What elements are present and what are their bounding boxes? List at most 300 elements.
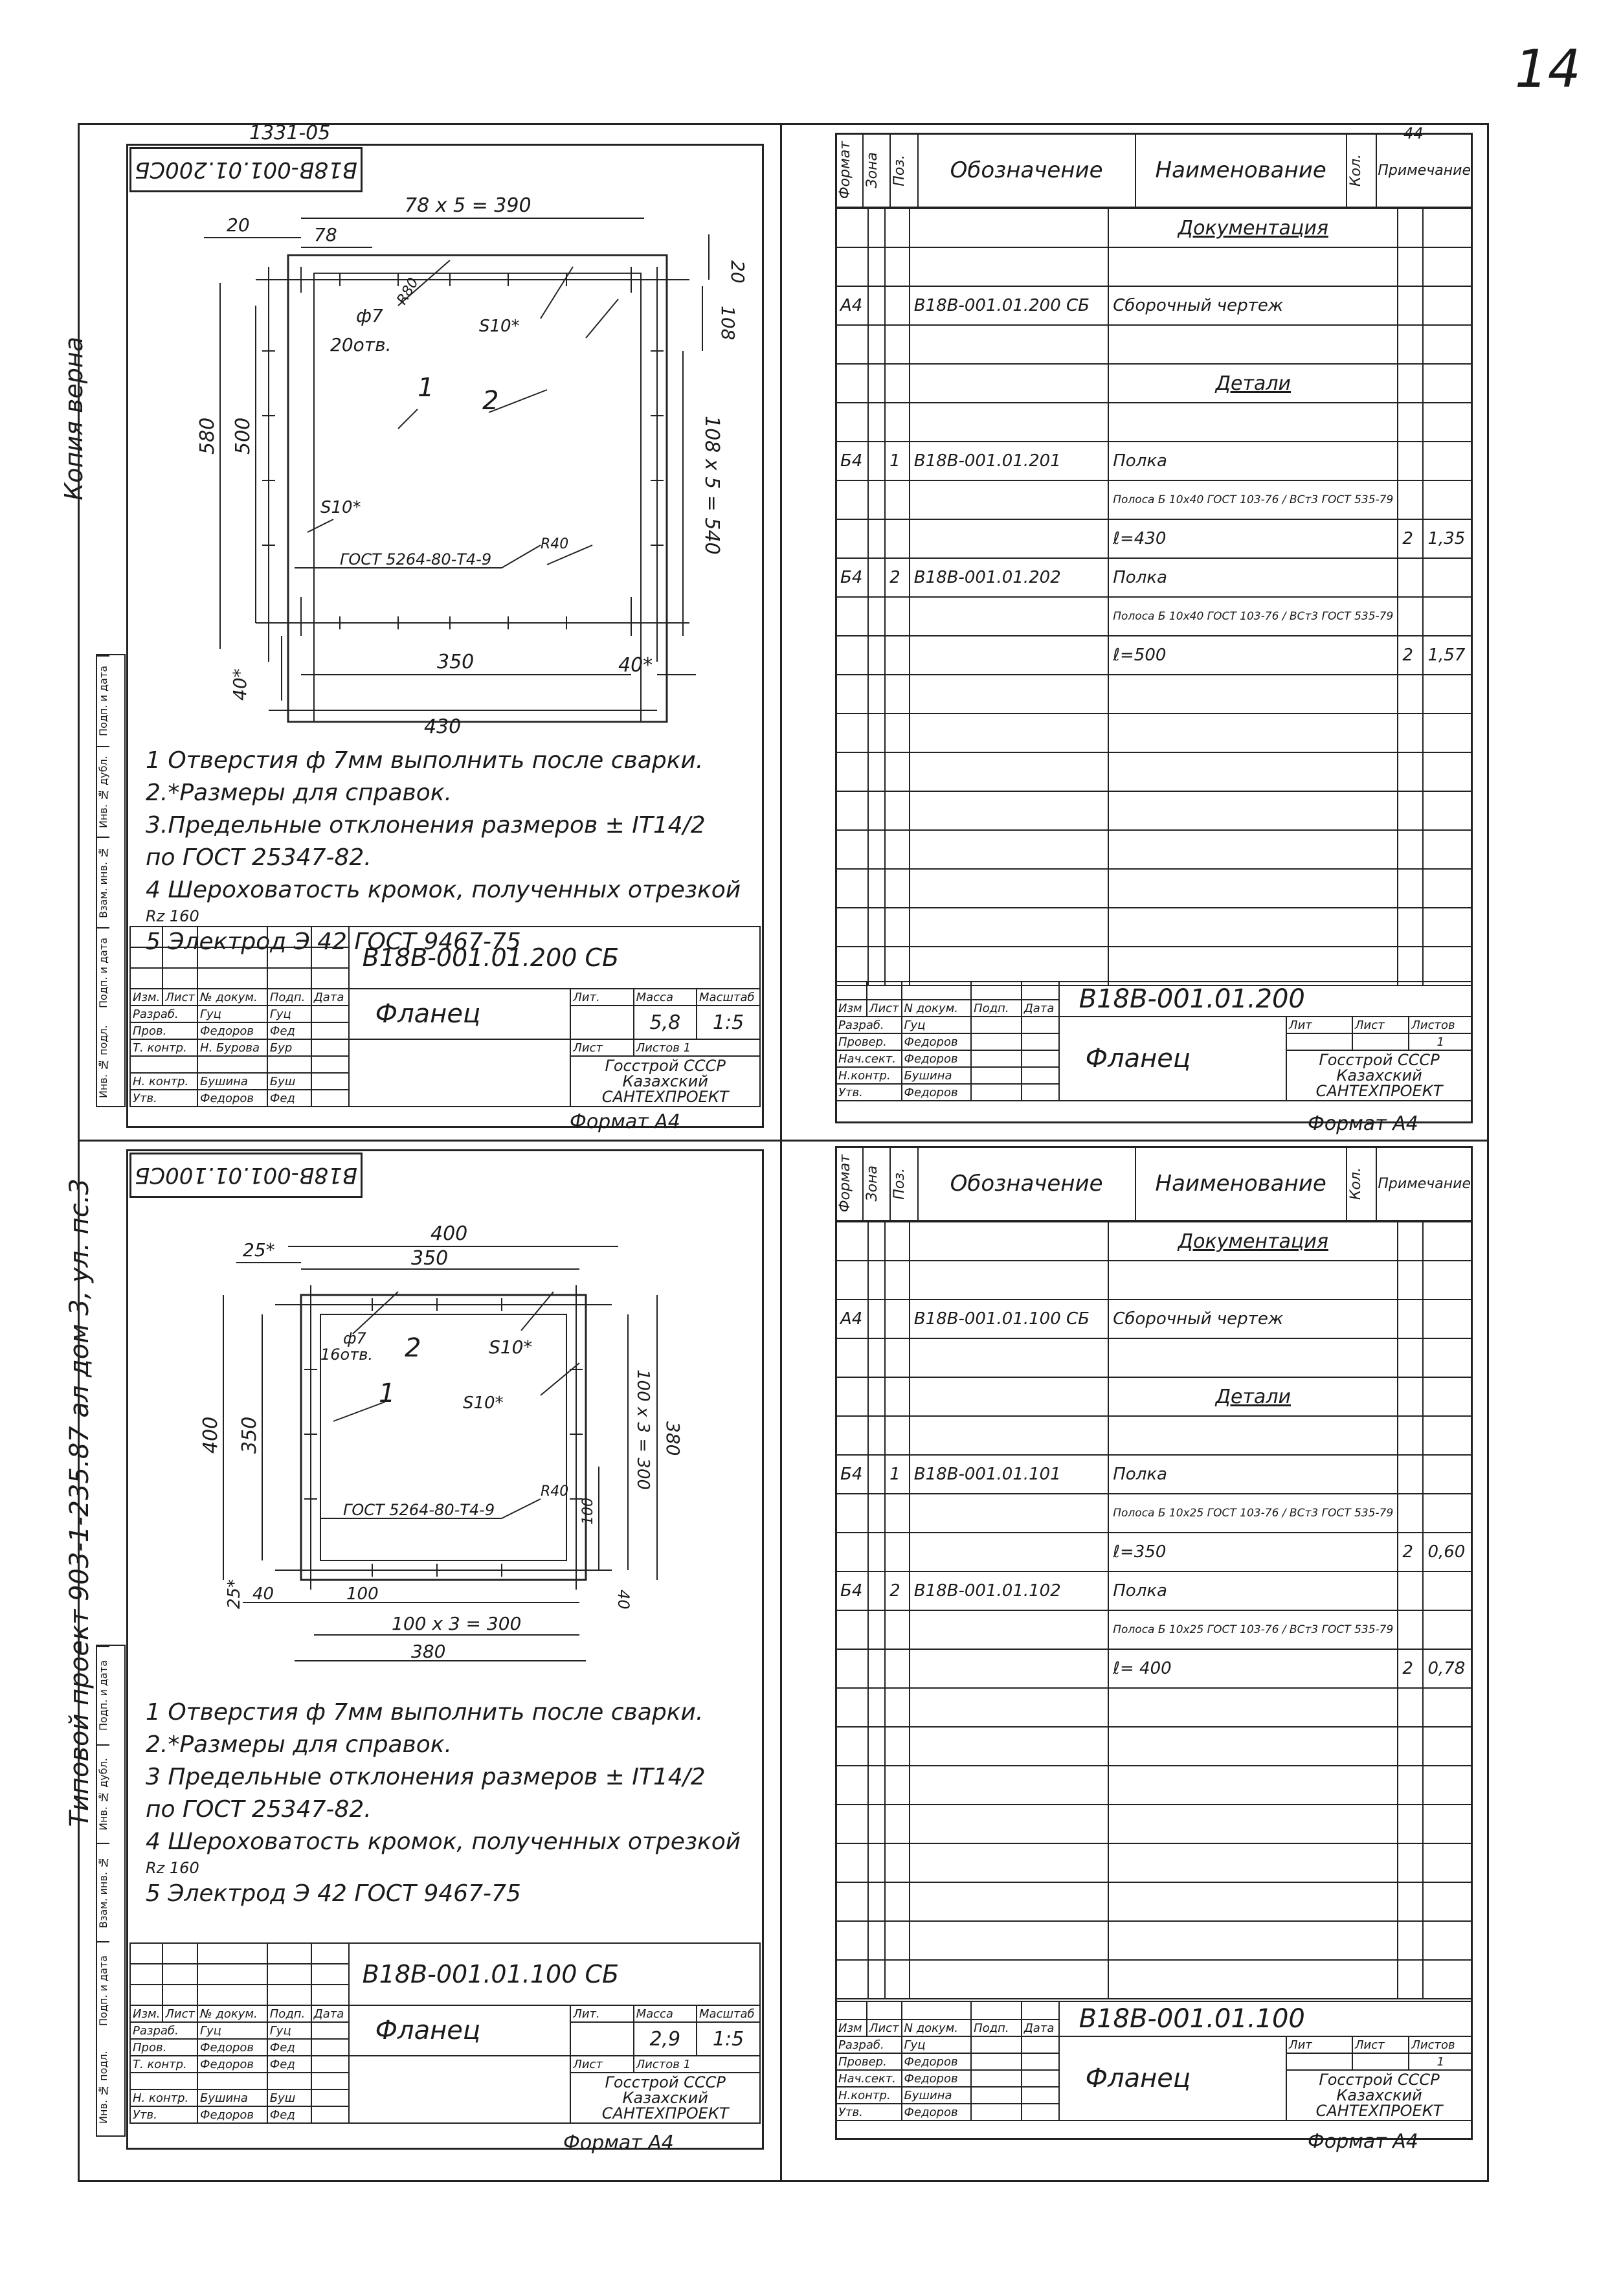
spec-row (836, 908, 1472, 947)
spec-cell-name: Полка (1108, 1455, 1398, 1494)
spec-200-header: Наименование (1135, 133, 1347, 207)
spec-cell-empty (1423, 1766, 1472, 1805)
dim-380-bottom-100: 380 (411, 1641, 446, 1662)
spec-100-header: Примечание (1376, 1147, 1472, 1221)
spec-cell-fmt: А4 (836, 286, 868, 325)
spec-cell-empty (910, 1805, 1109, 1843)
spec-200-hdr: N докум. (902, 1000, 972, 1017)
tb-100-role: Н. контр. (130, 2089, 197, 2106)
spec-200-org3: САНТЕХПРОЕКТ (1315, 1082, 1443, 1100)
hole-label-200: ф7 (356, 305, 383, 326)
spec-200-header: Обозначение (918, 133, 1135, 207)
tb-100-sheets-label: Листов 1 (634, 2056, 760, 2073)
dim-300-bottom-100: 100 x 3 = 300 (392, 1613, 522, 1634)
spec-row (836, 558, 1472, 597)
spec-cell-empty (1108, 1960, 1398, 1999)
spec-cell-code (910, 1649, 1109, 1688)
spec-cell-name: ℓ=430 (1108, 519, 1398, 558)
spec-cell-empty (868, 1455, 885, 1494)
spec-cell-qty (1398, 597, 1423, 636)
spec-cell-empty (1398, 1766, 1423, 1805)
spec-cell-pos (885, 247, 910, 286)
tb-100-sign: Фед (267, 2056, 311, 2073)
spec-cell-empty (885, 947, 910, 985)
spec-cell-empty (836, 752, 868, 791)
spec-cell-empty (868, 286, 885, 325)
tb-200-sign: Гуц (267, 1006, 311, 1022)
spec-cell-empty (1108, 830, 1398, 869)
dim-580-200: 580 (196, 417, 219, 455)
spec-cell-note (1423, 1494, 1472, 1533)
spec-row (836, 1882, 1472, 1921)
spec-cell-note (1423, 597, 1472, 636)
spec-200-person: Федоров (902, 1050, 972, 1067)
spec-cell-note (1423, 325, 1472, 364)
spec-200-hdr: Подп. (971, 1000, 1022, 1017)
spec-cell-empty (1108, 714, 1398, 752)
tb-100-hdr: № докум. (197, 2005, 267, 2022)
spec-cell-empty (836, 1805, 868, 1843)
strip-label: Взам. инв. № (97, 1843, 109, 1941)
spec-cell-qty (1398, 325, 1423, 364)
spec-cell-note (1423, 558, 1472, 597)
spec-cell-pos: 1 (885, 1455, 910, 1494)
spec-cell-empty (868, 519, 885, 558)
tb-200-sign: Фед (267, 1090, 311, 1107)
spec-cell-name (1108, 403, 1398, 442)
dim-20-right-200: 20 (727, 260, 748, 284)
spec-cell-pos (885, 1300, 910, 1338)
tb-100-name: Фланец (349, 2005, 571, 2056)
tb-200-org1: Госстрой СССР (605, 1057, 726, 1075)
holes-count-200: 20отв. (330, 334, 392, 355)
spec-cell-empty (1398, 1727, 1423, 1766)
spec-cell-qty (1398, 364, 1423, 403)
spec-cell-empty (1398, 830, 1423, 869)
spec-row (836, 247, 1472, 286)
spec-cell-empty (1108, 1727, 1398, 1766)
spec-cell-empty (1423, 791, 1472, 830)
spec-cell-name (1108, 1338, 1398, 1377)
spec-cell-fmt (836, 1377, 868, 1416)
pos1-label-200: 1 (418, 373, 434, 403)
s10-a-label-200: S10* (479, 317, 520, 336)
spec-cell-name: Детали (1108, 1377, 1398, 1416)
strip-label: Взам. инв. № (97, 837, 109, 927)
spec-cell-qty (1398, 1338, 1423, 1377)
spec-cell-empty (1423, 1805, 1472, 1843)
note-200-7: 5 Электрод Э 42 ГОСТ 9467-75 (146, 929, 521, 955)
corner-mark: 14 (1515, 39, 1581, 99)
spec-cell-code (910, 519, 1109, 558)
strip-label: Инв. № подл. (97, 1025, 109, 1099)
tb-100-person: Бушина (197, 2089, 267, 2106)
spec-cell-pos (885, 364, 910, 403)
spec-100-lit-label: Лит (1286, 2036, 1352, 2053)
tb-200-scale-label: Масштаб (697, 989, 760, 1006)
tb-200-mass-label: Масса (634, 989, 697, 1006)
spec-cell-pos: 2 (885, 558, 910, 597)
spec-cell-fmt (836, 1610, 868, 1649)
spec-cell-empty (1398, 908, 1423, 947)
spec-cell-note (1423, 1338, 1472, 1377)
spec-cell-note (1423, 1222, 1472, 1261)
spec-cell-name: Полка (1108, 442, 1398, 480)
spec-cell-fmt (836, 1649, 868, 1688)
tb-200-hdr: Лист (162, 989, 197, 1006)
spec-cell-empty (1423, 714, 1472, 752)
spec-cell-empty (910, 1960, 1109, 1999)
spec-cell-name: Документация (1108, 208, 1398, 247)
tb-200-hdr: Подп. (267, 989, 311, 1006)
dim-500-200: 500 (232, 417, 254, 455)
spec-cell-note (1423, 1377, 1472, 1416)
spec-row (836, 947, 1472, 985)
spec-table-200 (835, 133, 1473, 986)
spec-cell-fmt (836, 325, 868, 364)
tb-100-org3: САНТЕХПРОЕКТ (601, 2104, 729, 2122)
spec-cell-qty (1398, 403, 1423, 442)
dim-430-200: 430 (424, 715, 462, 738)
spec-cell-code: В18В-001.01.102 (910, 1571, 1109, 1610)
spec-cell-empty (1108, 869, 1398, 908)
spec-cell-empty (1423, 869, 1472, 908)
spec-cell-empty (868, 1300, 885, 1338)
spec-cell-name: Сборочный чертеж (1108, 1300, 1398, 1338)
spec-cell-empty (836, 869, 868, 908)
spec-cell-qty (1398, 1610, 1423, 1649)
spec-cell-pos (885, 208, 910, 247)
spec-row (836, 752, 1472, 791)
spec-cell-empty (1398, 1882, 1423, 1921)
spec-row (836, 1805, 1472, 1843)
spec-cell-empty (1423, 675, 1472, 714)
spec-cell-note (1423, 1455, 1472, 1494)
tb-100-mass-label: Масса (634, 2005, 697, 2022)
spec-cell-empty (1398, 1688, 1423, 1727)
spec-cell-qty (1398, 1494, 1423, 1533)
spec-cell-empty (885, 1727, 910, 1766)
spec-100-hdr: Изм (836, 2020, 867, 2036)
tb-200-sign: Фед (267, 1022, 311, 1039)
spec-200-header: Поз. (891, 154, 908, 186)
dim-40-left-200: 40* (229, 668, 251, 701)
r40-label-100: R40 (541, 1483, 569, 1500)
spec-100-role: Провер. (836, 2053, 902, 2070)
spec-200-hdr: Дата (1022, 1000, 1059, 1017)
tb-100-code: В18В-001.01.100 СБ (349, 1943, 760, 2005)
tb-200-org3: САНТЕХПРОЕКТ (601, 1088, 729, 1106)
spec-cell-empty (868, 480, 885, 519)
titleblock-200 (129, 926, 761, 1107)
spec-cell-note (1423, 1261, 1472, 1300)
dim-108-200: 108 (717, 306, 739, 341)
format-label-spec-100: Формат А4 (1308, 2130, 1418, 2153)
spec-200-header: Зона (864, 152, 881, 188)
spec-row (836, 1494, 1472, 1533)
spec-100-role: Утв. (836, 2104, 902, 2121)
spec-cell-code: В18В-001.01.101 (910, 1455, 1109, 1494)
spec-100-hdr: Лист (867, 2020, 902, 2036)
spec-cell-qty: 2 (1398, 1533, 1423, 1571)
spec-cell-empty (868, 1960, 885, 1999)
spec-cell-empty (885, 1766, 910, 1805)
hole-label-100: ф7 (343, 1329, 366, 1347)
note-200-5: 4 Шероховатость кромок, полученных отрезкой (146, 877, 741, 903)
spec-cell-pos: 2 (885, 1571, 910, 1610)
spec-cell-empty (910, 675, 1109, 714)
spec-200-titleblock (835, 981, 1473, 1101)
spec-cell-code (910, 1494, 1109, 1533)
spec-200-header: Формат (837, 141, 853, 199)
spec-cell-empty (836, 675, 868, 714)
tb-200-hdr: Изм. (130, 989, 162, 1006)
note-200-1: 1 Отверстия ф 7мм выполнить после сварки. (146, 747, 704, 774)
tb-100-lit-label: Лит. (570, 2005, 633, 2022)
spec-row (836, 403, 1472, 442)
spec-cell-fmt (836, 1338, 868, 1377)
spec-cell-empty (910, 1921, 1109, 1960)
tb-100-sign: Буш (267, 2089, 311, 2106)
spec-cell-fmt (836, 403, 868, 442)
spec-row (836, 1533, 1472, 1571)
spec-cell-empty (1108, 908, 1398, 947)
spec-200-hdr: Лист (867, 1000, 902, 1017)
spec-100-header: Обозначение (918, 1147, 1135, 1221)
spec-cell-empty (1398, 1921, 1423, 1960)
spec-row (836, 1377, 1472, 1416)
spec-cell-code (910, 325, 1109, 364)
spec-cell-fmt: Б4 (836, 1571, 868, 1610)
spec-cell-empty (1423, 947, 1472, 985)
tb-100-hdr: Подп. (267, 2005, 311, 2022)
note-100-2: 2.*Размеры для справок. (146, 1731, 452, 1758)
code-box-200: В18В-001.01.200СБ (129, 147, 363, 192)
spec-100-role: Нач.сект. (836, 2070, 902, 2087)
strip-label: Инв. № подл. (97, 2051, 109, 2124)
spec-cell-empty (910, 1727, 1109, 1766)
dim-100-small-100: 100 (580, 1498, 596, 1525)
spec-cell-empty (836, 1882, 868, 1921)
spec-cell-empty (868, 558, 885, 597)
spec-cell-empty (1108, 1921, 1398, 1960)
tb-100-person: Федоров (197, 2039, 267, 2056)
spec-cell-qty (1398, 1455, 1423, 1494)
spec-cell-empty (868, 1377, 885, 1416)
spec-cell-code (910, 597, 1109, 636)
note-100-1: 1 Отверстия ф 7мм выполнить после сварки. (146, 1699, 704, 1726)
spec-cell-empty (1423, 830, 1472, 869)
spec-cell-empty (868, 1494, 885, 1533)
spec-200-sheets-label: Листов (1409, 1017, 1472, 1033)
spec-200-code: В18В-001.01.200 (1059, 982, 1472, 1017)
spec-cell-note: 1,35 (1423, 519, 1472, 558)
tb-100-role: Разраб. (130, 2022, 197, 2039)
spec-row (836, 1610, 1472, 1649)
spec-cell-empty (868, 675, 885, 714)
spec-cell-empty (1398, 714, 1423, 752)
spec-200-person: Гуц (902, 1017, 972, 1033)
dim-300-right-100: 100 x 3 = 300 (633, 1369, 653, 1491)
spec-row (836, 1766, 1472, 1805)
spec-cell-code: В18В-001.01.202 (910, 558, 1109, 597)
spec-cell-name: Полка (1108, 558, 1398, 597)
spec-200-org1: Госстрой СССР (1319, 1051, 1440, 1069)
spec-cell-name: Сборочный чертеж (1108, 286, 1398, 325)
spec-200-role: Нач.сект. (836, 1050, 902, 1067)
spec-cell-note (1423, 442, 1472, 480)
spec-row (836, 208, 1472, 247)
spec-cell-empty (1423, 908, 1472, 947)
spec-cell-empty (868, 1571, 885, 1610)
notes-100 (146, 1696, 741, 1910)
spec-100-hdr: Дата (1022, 2020, 1059, 2036)
spec-100-org3: САНТЕХПРОЕКТ (1315, 2102, 1443, 2120)
spec-cell-code (910, 1338, 1109, 1377)
side-strip-100 (96, 1645, 126, 2137)
spec-cell-note (1423, 480, 1472, 519)
spec-cell-pos (885, 519, 910, 558)
spec-cell-empty (910, 791, 1109, 830)
tb-100-org1: Госстрой СССР (605, 2073, 726, 2091)
spec-row (836, 1960, 1472, 1999)
spec-cell-note (1423, 1300, 1472, 1338)
tb-200-code: В18В-001.01.200 СБ (349, 927, 760, 989)
spec-cell-empty (868, 636, 885, 675)
spec-cell-pos (885, 1261, 910, 1300)
spec-cell-empty (885, 791, 910, 830)
spec-cell-name: Детали (1108, 364, 1398, 403)
spec-row (836, 1222, 1472, 1261)
tb-200-lit-label: Лит. (570, 989, 633, 1006)
tb-200-role: Т. контр. (130, 1039, 197, 1056)
spec-cell-fmt: Б4 (836, 1455, 868, 1494)
tb-100-sheet-label: Лист (570, 2056, 633, 2073)
spec-cell-note (1423, 403, 1472, 442)
spec-cell-fmt (836, 519, 868, 558)
spec-cell-empty (1108, 1843, 1398, 1882)
spec-cell-code (910, 403, 1109, 442)
tb-200-person: Н. Бурова (197, 1039, 267, 1056)
spec-cell-note: 1,57 (1423, 636, 1472, 675)
spec-cell-pos (885, 1610, 910, 1649)
spec-cell-fmt (836, 208, 868, 247)
spec-cell-empty (885, 1921, 910, 1960)
tb-200-mass: 5,8 (634, 1006, 697, 1039)
spec-200-org2: Казахский (1336, 1066, 1422, 1085)
dim-40-bottom-100: 40 (252, 1584, 274, 1604)
s10-b-label-100: S10* (463, 1393, 504, 1413)
tb-200-hdr: № докум. (197, 989, 267, 1006)
spec-row (836, 1261, 1472, 1300)
tb-200-role: Разраб. (130, 1006, 197, 1022)
spec-cell-note (1423, 1416, 1472, 1455)
spec-cell-fmt (836, 1533, 868, 1571)
spec-cell-empty (1108, 752, 1398, 791)
tb-200-role: Пров. (130, 1022, 197, 1039)
margin-project-note: Типовой проект 903-1-235.87 ал дом 3, ул. пс.3 (65, 1178, 95, 1827)
r80-label-200: R80 (394, 275, 422, 308)
spec-200-sheet-label: Лист (1352, 1017, 1409, 1033)
holes-count-100: 16отв. (320, 1345, 373, 1364)
spec-table-100 (835, 1146, 1473, 1999)
spec-cell-empty (910, 908, 1109, 947)
tb-100-scale: 1:5 (697, 2022, 760, 2056)
spec-cell-empty (868, 1338, 885, 1377)
spec-cell-fmt: А4 (836, 1300, 868, 1338)
spec-200-role: Разраб. (836, 1017, 902, 1033)
strip-label: Подп. и дата (97, 1646, 109, 1744)
spec-200-role: Утв. (836, 1084, 902, 1101)
spec-row (836, 1688, 1472, 1727)
spec-cell-empty (910, 1882, 1109, 1921)
spec-cell-empty (885, 675, 910, 714)
spec-cell-empty (1398, 675, 1423, 714)
spec-200-header: Кол. (1347, 153, 1364, 187)
tb-200-sheet-label: Лист (570, 1039, 633, 1056)
spec-cell-empty (868, 1610, 885, 1649)
spec-200-person: Бушина (902, 1067, 972, 1084)
spec-row (836, 675, 1472, 714)
spec-cell-qty (1398, 1416, 1423, 1455)
spec-cell-pos (885, 1377, 910, 1416)
spec-cell-empty (868, 1688, 885, 1727)
spec-cell-empty (885, 1688, 910, 1727)
spec-cell-code (910, 364, 1109, 403)
weld-label-100: ГОСТ 5264-80-Т4-9 (343, 1501, 495, 1519)
tb-200-person: Федоров (197, 1090, 267, 1107)
spec-cell-fmt (836, 480, 868, 519)
dim-top-200: 78 x 5 = 390 (405, 194, 531, 217)
spec-100-header: Кол. (1347, 1167, 1364, 1200)
spec-cell-qty: 2 (1398, 636, 1423, 675)
note-200-6: Rz 160 (146, 907, 199, 925)
tb-200-name: Фланец (349, 989, 571, 1039)
spec-cell-code (910, 1377, 1109, 1416)
spec-cell-qty (1398, 1261, 1423, 1300)
spec-cell-empty (1108, 1805, 1398, 1843)
spec-cell-empty (868, 1843, 885, 1882)
tb-100-role: Т. контр. (130, 2056, 197, 2073)
dim-40-right-200: 40* (618, 654, 653, 677)
dim-540-200: 108 x 5 = 540 (700, 416, 723, 555)
spec-row (836, 1921, 1472, 1960)
strip-label: Подп. и дата (97, 655, 109, 746)
tb-100-person: Федоров (197, 2056, 267, 2073)
strip-label: Подп. и дата (97, 927, 109, 1018)
spec-cell-empty (885, 1960, 910, 1999)
spec-200-header: Примечание (1376, 133, 1472, 207)
format-label-spec-200: Формат А4 (1308, 1112, 1418, 1135)
spec-100-role: Разраб. (836, 2036, 902, 2053)
spec-cell-pos (885, 1222, 910, 1261)
spec-cell-empty (868, 325, 885, 364)
margin-copy-note: Копия верна (60, 337, 88, 501)
tb-200-hdr: Дата (311, 989, 349, 1006)
spec-cell-empty (868, 1921, 885, 1960)
spec-cell-fmt (836, 1494, 868, 1533)
spec-cell-empty (836, 1921, 868, 1960)
spec-cell-name: ℓ=350 (1108, 1533, 1398, 1571)
spec-row (836, 364, 1472, 403)
spec-cell-empty (868, 442, 885, 480)
spec-200-role: Н.контр. (836, 1067, 902, 1084)
spec-cell-empty (836, 1843, 868, 1882)
spec-cell-empty (1423, 752, 1472, 791)
spec-100-hdr: Подп. (971, 2020, 1022, 2036)
tb-100-sign: Гуц (267, 2022, 311, 2039)
spec-cell-pos (885, 636, 910, 675)
